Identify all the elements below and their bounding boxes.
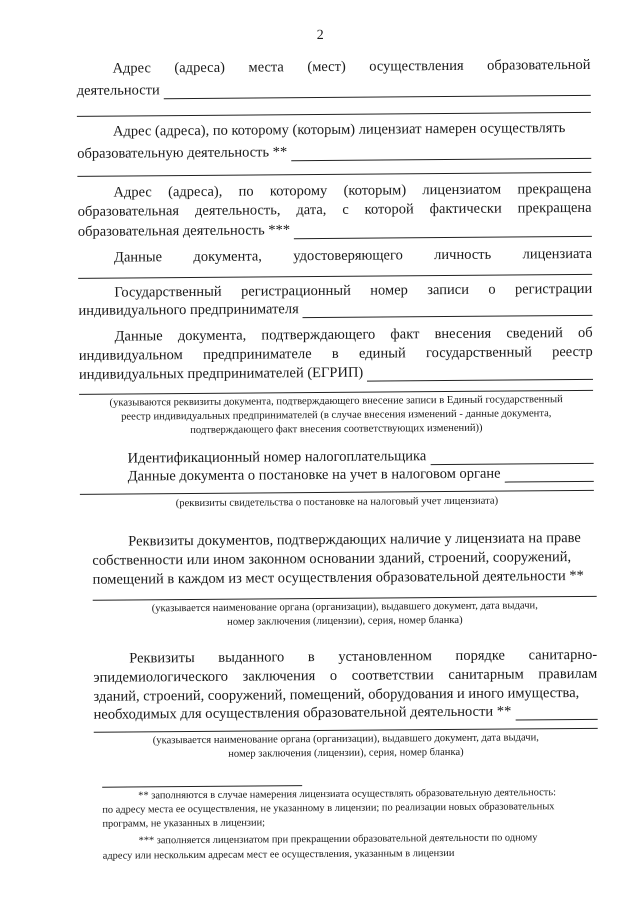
sanitary-line3: зданий, строений, сооружений, помещений, оборудования и иного имущества, — [93, 684, 580, 705]
planned-address-input-line[interactable] — [291, 146, 591, 161]
sanitary-caption-line2: номер заключения (лицензии), серия, номер бланка) — [228, 746, 464, 760]
word: выданного — [218, 649, 285, 666]
word: индивидуальном — [78, 347, 183, 364]
word: которой — [364, 201, 414, 218]
word: (адреса), — [168, 183, 223, 201]
word: Реквизиты — [129, 650, 195, 667]
word: правилам — [538, 665, 598, 683]
word: деятельность, — [194, 202, 281, 219]
word: факт — [390, 326, 420, 343]
footnote-double-star-line3: программ, не указанных в лицензии; — [102, 817, 266, 830]
word: личность — [434, 246, 492, 264]
word: Данные — [114, 328, 163, 345]
tax-registration-row — [128, 464, 594, 486]
sanitary-row — [94, 702, 598, 724]
word: установленном — [338, 648, 433, 665]
inn-input-line[interactable] — [430, 451, 593, 465]
registration-number-row — [78, 298, 592, 320]
identity-document-label — [114, 245, 592, 267]
footnote-double-star-line1: ** заполняются в случае намерения лицензиата осуществлять образовательную деятельность: — [138, 787, 556, 802]
word: в — [331, 345, 339, 362]
sanitary-input-line[interactable] — [515, 707, 597, 721]
word: порядке — [455, 647, 506, 664]
identity-document-input-line[interactable] — [78, 274, 592, 279]
word: Адрес — [112, 60, 151, 77]
word: с — [342, 201, 349, 218]
word: регистрационный — [240, 282, 351, 300]
word: о — [329, 667, 338, 684]
word: лицензиатом — [422, 181, 502, 199]
word: лицензиата — [522, 245, 593, 263]
word: (адреса) — [174, 59, 226, 77]
egrip-caption-line3: подтверждающего факт внесения соответствующих изменений)) — [190, 422, 483, 437]
registration-number-input-line[interactable] — [303, 303, 593, 318]
word: документа, — [193, 248, 262, 266]
word: реестр — [552, 343, 593, 361]
address-heading-line — [112, 56, 590, 78]
word: записи — [427, 281, 470, 299]
word: которому — [269, 182, 328, 200]
footnote-triple-star-line2: адресу или нескольким адресам мест ее осуществления, указанным в лицензии — [102, 847, 455, 862]
word: регистрации — [514, 280, 593, 298]
terminated-address-line2 — [78, 199, 592, 221]
egrip-caption-line1: (указываются реквизиты документа, подтверждающего внесение записи в Единый государственный — [109, 394, 563, 409]
word: единый — [358, 345, 406, 362]
terminated-address-row — [78, 219, 592, 241]
terminated-address-input-line[interactable] — [294, 224, 592, 239]
premises-line1: Реквизиты документов, подтверждающих наличие у лицензиата на праве — [128, 529, 581, 550]
word: (мест) — [307, 58, 346, 76]
egrip-label: индивидуальных предпринимателей (ЕГРИП) — [78, 364, 364, 383]
premises-caption-line1: (указывается наименование органа (организации), выдавшего документ, дата выдачи, — [151, 600, 538, 615]
word: дата, — [296, 201, 327, 219]
footnote-triple-star-line1: *** заполняется лицензиатом при прекращении образовательной деятельности по одному — [138, 832, 538, 847]
word: в — [307, 649, 315, 666]
egrip-line1 — [115, 324, 593, 346]
word: сведений — [506, 325, 563, 342]
word: соответствии — [351, 667, 434, 684]
page-number: 2 — [316, 27, 324, 44]
word: санитарно- — [528, 646, 598, 664]
word: Данные — [113, 249, 163, 266]
premises-line2: собственности или ином законном основании зданий, строений, сооружений, — [92, 549, 572, 569]
word: подтверждающего — [261, 326, 376, 344]
word: фактически — [429, 200, 502, 218]
planned-address-label-2: образовательную деятельность ** — [77, 144, 288, 162]
registration-number-label: индивидуального предпринимателя — [78, 301, 299, 319]
planned-address-label: Адрес (адреса), по которому (которым) лицензиат намерен осуществлять — [112, 120, 566, 140]
word: внесения — [434, 325, 492, 343]
address-field-row — [77, 78, 591, 100]
sanitary-label: необходимых для осуществления образовательной деятельности ** — [93, 703, 512, 723]
word: места — [248, 59, 284, 76]
word: документа, — [177, 327, 247, 345]
address-input-line[interactable] — [164, 83, 591, 99]
word: номер — [370, 282, 408, 299]
word: осуществления — [369, 57, 464, 75]
tax-caption: (реквизиты свидетельства о постановке на налоговый учет лицензиата) — [175, 495, 499, 510]
word: образовательной — [487, 56, 591, 74]
egrip-caption-line2: реестр индивидуальных предпринимателей (в случае внесения изменений - данные документа, — [121, 408, 552, 423]
footnote-double-star-line2: по адресу места ее осуществления, не указанному в лицензии; по реализации новых образовательных — [102, 801, 555, 816]
word: удостоверяющего — [293, 247, 403, 265]
egrip-input-line[interactable] — [367, 367, 593, 382]
word: заключения — [242, 668, 316, 685]
word: санитарным — [448, 666, 524, 684]
word: прекращена — [517, 180, 592, 198]
word: Государственный — [114, 283, 222, 301]
word: образовательная — [77, 203, 180, 220]
word: об — [577, 324, 593, 341]
terminated-address-line1 — [113, 180, 591, 202]
word: о — [488, 281, 496, 298]
word: государственный — [425, 344, 532, 362]
planned-address-input-line-2[interactable] — [77, 172, 591, 177]
word: предпринимателе — [203, 346, 312, 363]
tax-registration-label: Данные документа о постановке на учет в налоговом органе — [127, 465, 501, 485]
word: эпидемиологического — [93, 668, 229, 686]
premises-caption-line2: номер заключения (лицензии), серия, номер бланка) — [227, 614, 463, 628]
sanitary-caption-line1: (указывается наименование органа (организации), выдавшего документ, дата выдачи, — [152, 732, 539, 747]
word: по — [238, 183, 254, 200]
address-field-label: деятельности — [76, 82, 160, 99]
tax-registration-input-line[interactable] — [505, 469, 594, 483]
address-input-line-2[interactable] — [77, 112, 591, 117]
word: прекращена — [517, 199, 592, 217]
premises-line3: помещений в каждом из мест осуществления образовательной деятельности ** — [92, 567, 584, 588]
planned-address-row — [77, 141, 591, 163]
footnote-separator — [102, 785, 302, 788]
word: Адрес — [113, 184, 152, 201]
sanitary-line1 — [129, 646, 597, 668]
inn-label: Идентификационный номер налогоплательщика — [127, 448, 427, 467]
egrip-row — [79, 362, 593, 384]
terminated-address-label: образовательная деятельность *** — [77, 222, 291, 240]
word: (которым) — [343, 182, 407, 199]
